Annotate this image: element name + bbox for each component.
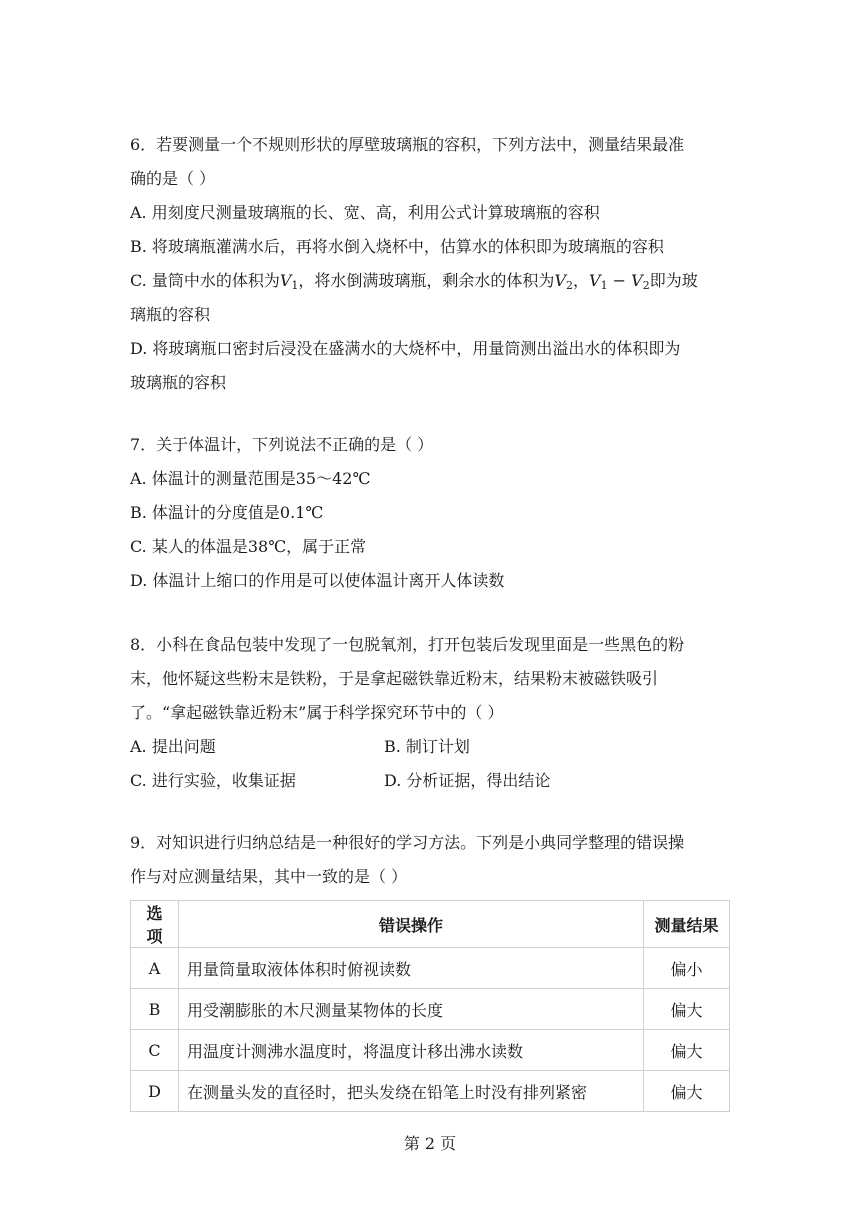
question-9-stem-line1: 9．对知识进行归纳总结是一种很好的学习方法。下列是小典同学整理的错误操 — [130, 833, 685, 852]
math-minus: − — [607, 271, 632, 290]
question-7-option-b: B. 体温计的分度值是0.1℃ — [130, 503, 324, 522]
question-8-option-a: A. 提出问题 — [130, 737, 216, 756]
math-var-v: V — [279, 271, 292, 290]
question-7-option-d: D. 体温计上缩口的作用是可以使体温计离开人体读数 — [130, 571, 505, 590]
question-8-option-c: C. 进行实验，收集证据 — [130, 771, 296, 790]
question-9 — [130, 826, 730, 894]
table-row — [131, 989, 730, 1030]
table-cell-result: 偏大 — [644, 989, 730, 1030]
question-6 — [130, 128, 730, 400]
table-row — [131, 1030, 730, 1071]
table-header-row — [131, 901, 730, 948]
table-cell-option: D — [131, 1071, 179, 1112]
question-8-option-b: B. 制订计划 — [384, 737, 470, 756]
question-8-options-row2 — [130, 764, 730, 798]
table-cell-operation: 用量筒量取液体体积时俯视读数 — [178, 948, 643, 989]
math-subscript: 2 — [642, 279, 650, 292]
table-cell-result: 偏小 — [644, 948, 730, 989]
question-8-stem-line3: 了。“拿起磁铁靠近粉末”属于科学探究环节中的（ ） — [130, 703, 504, 722]
question-7 — [130, 428, 730, 598]
question-8-stem-line2: 末，他怀疑这些粉末是铁粉，于是拿起磁铁靠近粉末，结果粉末被磁铁吸引 — [130, 669, 659, 688]
question-6-option-a: A. 用刻度尺测量玻璃瓶的长、宽、高，利用公式计算玻璃瓶的容积 — [130, 203, 600, 222]
question-8-option-d: D. 分析证据，得出结论 — [384, 771, 551, 790]
question-6-option-c — [130, 264, 730, 298]
math-subscript: 1 — [600, 279, 608, 292]
table-header-operation: 错误操作 — [178, 901, 643, 948]
math-subscript: 1 — [291, 279, 299, 292]
math-var-v: V — [589, 271, 601, 290]
question-9-stem-line2: 作与对应测量结果，其中一致的是（ ） — [130, 867, 408, 886]
question-8-options-row1 — [130, 730, 730, 764]
table-row — [131, 1071, 730, 1112]
table-cell-operation: 用受潮膨胀的木尺测量某物体的长度 — [178, 989, 643, 1030]
table-cell-option: B — [131, 989, 179, 1030]
question-9-table — [130, 900, 730, 1112]
math-subscript: 2 — [566, 279, 573, 292]
table-header-result: 测量结果 — [644, 901, 730, 948]
table-cell-option: A — [131, 948, 179, 989]
option-c-text-1: C. 量筒中水的体积为 — [130, 271, 280, 290]
table-header-option: 选项 — [131, 901, 179, 948]
question-6-option-d-line2: 玻璃瓶的容积 — [130, 373, 227, 392]
table-cell-option: C — [131, 1030, 179, 1071]
question-8-stem-line1: 8．小科在食品包装中发现了一包脱氧剂，打开包装后发现里面是一些黑色的粉 — [130, 635, 685, 654]
math-var-v: V — [554, 271, 566, 290]
option-c-text-2: ，将水倒满玻璃瓶，剩余水的体积为 — [298, 271, 555, 290]
table-cell-operation: 用温度计测沸水温度时，将温度计移出沸水读数 — [178, 1030, 643, 1071]
question-6-option-d-line1: D. 将玻璃瓶口密封后浸没在盛满水的大烧杯中，用量筒测出溢出水的体积即为 — [130, 339, 681, 358]
question-7-option-a: A. 体温计的测量范围是35～42℃ — [130, 469, 371, 488]
option-c-text-4: 即为玻 — [649, 271, 698, 290]
question-6-option-c-line2: 璃瓶的容积 — [130, 305, 211, 324]
math-var-v: V — [631, 271, 643, 290]
table-cell-result: 偏大 — [644, 1030, 730, 1071]
option-c-text-3: ， — [573, 271, 590, 290]
question-6-option-b: B. 将玻璃瓶灌满水后，再将水倒入烧杯中，估算水的体积即为玻璃瓶的容积 — [130, 237, 664, 256]
table-cell-result: 偏大 — [644, 1071, 730, 1112]
page-number: 第 2 页 — [403, 1134, 457, 1153]
question-7-stem: 7．关于体温计，下列说法不正确的是（ ） — [130, 435, 434, 454]
question-6-stem-line1: 6．若要测量一个不规则形状的厚壁玻璃瓶的容积，下列方法中，测量结果最准 — [130, 135, 685, 154]
question-6-stem-line2: 确的是（ ） — [130, 169, 216, 188]
question-8 — [130, 628, 730, 798]
question-7-option-c: C. 某人的体温是38℃，属于正常 — [130, 537, 367, 556]
table-row — [131, 948, 730, 989]
table-cell-operation: 在测量头发的直径时，把头发绕在铅笔上时没有排列紧密 — [178, 1071, 643, 1112]
